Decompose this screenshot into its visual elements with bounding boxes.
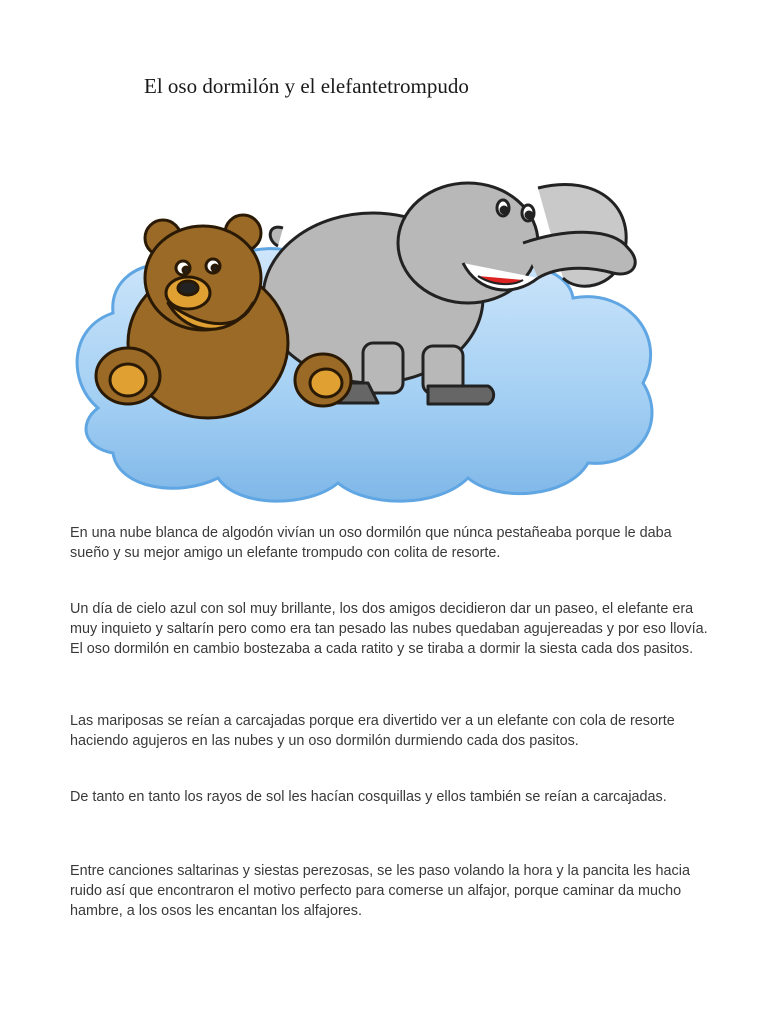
paragraph: De tanto en tanto los rayos de sol les hacían cosquillas y ellos también se reían a carcajadas. [70, 789, 667, 805]
page-title: El oso dormilón y el elefantetrompudo [144, 74, 469, 98]
bear-elephant-cloud-illustration [68, 168, 668, 508]
paragraph: En una nube blanca de algodón vivían un oso dormilón que núnca pestañeaba porque le daba sueño y su mejor amigo un elefante trompudo con colita de resorte. [70, 525, 672, 561]
paragraph: Un día de cielo azul con sol muy brillante, los dos amigos decidieron dar un paseo, el elefante era muy inquieto y saltarín pero como era tan pesado las nubes quedaban agujereadas y por eso llovía. El oso dormilón en cambio bostezaba a cada ratito y se tiraba a dormir la siesta cada dos pasitos. [70, 601, 708, 657]
paragraph: Entre canciones saltarinas y siestas perezosas, se les paso volando la hora y la pancita les hacia ruido así que encontraron el motivo perfecto para comerse un alfajor, porque caminar da mucho hambre, a los osos les encantan los alfajores. [70, 863, 690, 919]
paragraph: Las mariposas se reían a carcajadas porque era divertido ver a un elefante con cola de resorte haciendo agujeros en las nubes y un oso dormilón durmiendo cada dos pasitos. [70, 713, 675, 749]
